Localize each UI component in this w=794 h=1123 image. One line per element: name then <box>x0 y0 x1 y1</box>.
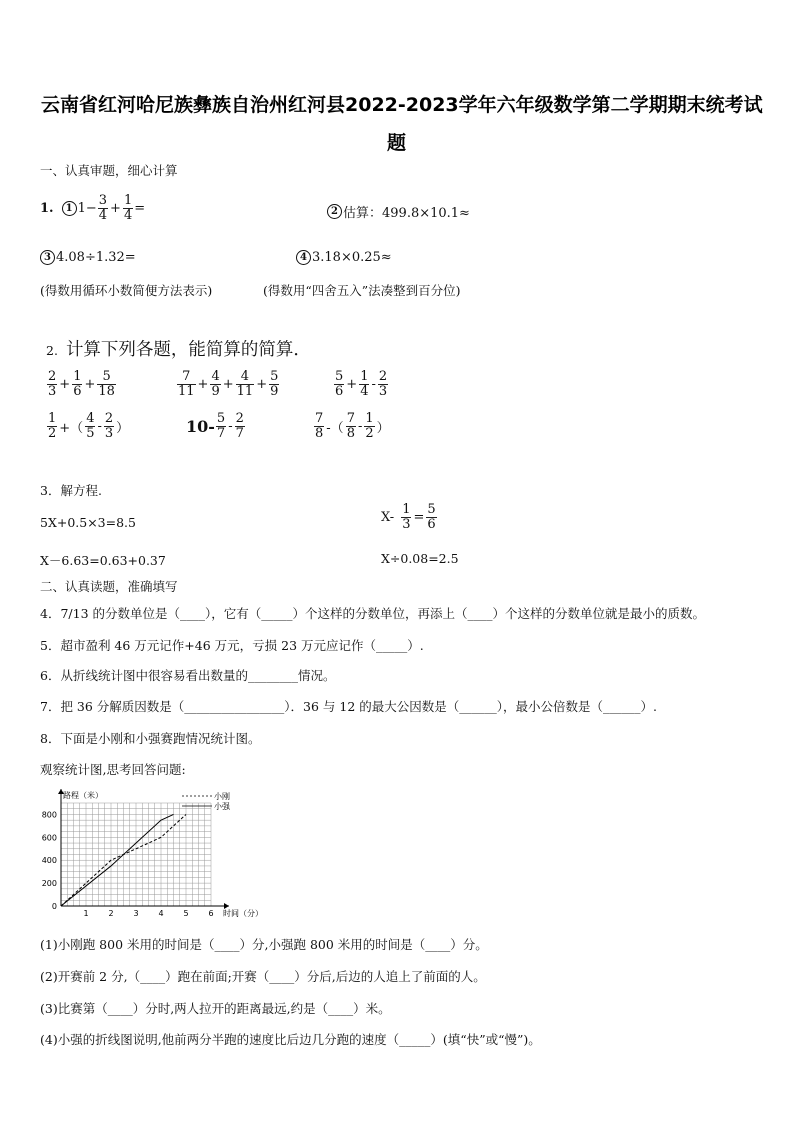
numerator: 1 <box>73 369 82 384</box>
denominator: 6 <box>335 383 344 399</box>
circled-number-1: 1 <box>62 201 77 216</box>
q8-sub-2: (2)开赛前 2 分,（____）跑在前面;开赛（____）分后,后边的人追上了前面的人。 <box>40 969 486 984</box>
q2-heading <box>46 336 311 361</box>
numerator: 1 <box>365 411 374 426</box>
expr-lead: 10- <box>186 416 215 436</box>
q2-expr-4 <box>46 412 130 440</box>
numerator: 5 <box>335 369 344 384</box>
y-tick-label: 600 <box>41 833 57 843</box>
q7-text: 7．把 36 分解质因数是（________________）．36 与 12 的最大公因数是（______），最小公倍数是（______）. <box>40 699 658 714</box>
numerator: 5 <box>97 370 116 385</box>
numerator: 5 <box>270 369 279 384</box>
fraction <box>216 412 226 440</box>
expr-lead: X- <box>381 509 395 525</box>
operator: - <box>97 418 102 434</box>
denominator: 7 <box>216 425 226 441</box>
denominator: 3 <box>378 383 388 399</box>
q8-text: 8．下面是小刚和小强赛跑情况统计图。 <box>40 731 261 746</box>
denominator: 2 <box>48 425 57 441</box>
fraction <box>210 370 220 398</box>
legend-label: 小强 <box>214 802 230 811</box>
circled-number-2: 2 <box>327 204 342 219</box>
q3-equation-2 <box>381 503 438 531</box>
fraction <box>236 370 255 398</box>
q1d-text: 3.18×0.25≈ <box>312 250 392 265</box>
x-tick-label: 2 <box>108 909 114 918</box>
q2-expr-3 <box>333 370 389 398</box>
numerator: 4 <box>211 369 220 384</box>
operator: + <box>84 376 96 392</box>
numerator: 7 <box>177 370 196 385</box>
q8-subtext: 观察统计图,思考回答问题: <box>40 762 186 777</box>
expr-body <box>215 412 246 440</box>
q1-note-right: (得数用“四舍五入”法凑整到百分位) <box>263 283 461 298</box>
numerator: 5 <box>427 502 436 517</box>
q2-number: 2. <box>46 343 58 358</box>
denominator: 5 <box>86 425 95 441</box>
denominator: 3 <box>402 516 411 532</box>
q8-sub-4: (4)小强的折线图说明,他前两分半跑的速度比后边几分跑的速度（_____）(填“快”或“慢”)。 <box>40 1032 541 1047</box>
q8-sub-1: (1)小刚跑 800 米用的时间是（____）分,小强跑 800 米用的时间是（____）分。 <box>40 937 488 952</box>
numerator: 7 <box>315 411 324 426</box>
denominator: 11 <box>236 383 254 399</box>
fraction <box>235 412 245 440</box>
denominator: 9 <box>211 383 220 399</box>
legend-label: 小刚 <box>214 792 230 801</box>
operator: + <box>110 200 121 216</box>
operator: + <box>222 376 234 392</box>
y-axis-label: 路程（米） <box>63 791 103 800</box>
denominator: 2 <box>365 425 374 441</box>
expr-body <box>400 503 437 531</box>
page-title-continued: 题 <box>387 132 407 154</box>
fraction: $\frac{3}{4}$ <box>98 193 108 223</box>
x-tick-label: 5 <box>183 909 189 918</box>
q2-expr-1 <box>46 370 117 398</box>
q3-heading: 3．解方程. <box>40 483 102 498</box>
x-tick-label: 6 <box>208 909 214 918</box>
numerator: 2 <box>104 411 114 426</box>
q4-text: 4．7/13 的分数单位是（____），它有（_____）个这样的分数单位，再添上（____）个这样的分数单位就是最小的质数。 <box>40 606 705 621</box>
numerator: 2 <box>378 369 388 384</box>
operator: + <box>197 376 209 392</box>
x-tick-label: 1 <box>83 909 89 918</box>
denominator: 8 <box>315 425 324 441</box>
q2-expr-2 <box>176 370 280 398</box>
fraction <box>85 412 95 440</box>
denominator: 9 <box>270 383 279 399</box>
q1-item-2 <box>327 202 470 221</box>
fraction <box>378 370 388 398</box>
q5-text: 5．超市盈利 46 万元记作+46 万元，亏损 23 万元应记作（_____）. <box>40 638 424 653</box>
numerator: 4 <box>86 411 95 426</box>
denominator: 18 <box>98 383 115 399</box>
operator: - <box>371 376 376 392</box>
numerator: 2 <box>235 411 244 426</box>
equals-sign: = <box>134 200 146 216</box>
operator: + <box>346 376 358 392</box>
operator: - <box>357 418 363 434</box>
q1-item-3 <box>40 250 136 265</box>
numerator: 4 <box>236 370 255 385</box>
q1-number: 1. <box>40 200 54 216</box>
circled-number-3: 3 <box>40 250 55 265</box>
section-heading-2: 二、认真读题，准确填写 <box>40 579 178 594</box>
operator: = <box>413 509 425 525</box>
q3-equation-1: 5X+0.5×3=8.5 <box>40 515 136 530</box>
operator: +（ <box>59 420 84 436</box>
fraction <box>72 370 82 398</box>
fraction <box>177 370 196 398</box>
numerator: 1 <box>360 369 369 384</box>
denominator: 6 <box>73 383 82 399</box>
operator: + <box>256 376 268 392</box>
fraction <box>426 503 436 531</box>
fraction <box>334 370 344 398</box>
fraction <box>47 412 57 440</box>
y-tick-label: 800 <box>41 810 57 820</box>
q2-title: 计算下列各题，能简算的简算． <box>65 340 311 360</box>
q1b-text: 估算：499.8×10.1≈ <box>343 206 470 221</box>
q8-sub-3: (3)比赛第（____）分时,两人拉开的距离最远,约是（____）米。 <box>40 1001 391 1016</box>
line-chart <box>34 788 274 924</box>
numerator: 1 <box>48 411 57 426</box>
numerator: 1 <box>402 502 411 517</box>
q6-text: 6．从折线统计图中很容易看出数量的________情况。 <box>40 668 336 683</box>
denominator: 6 <box>427 516 436 532</box>
fraction: $\frac{1}{4}$ <box>123 193 133 223</box>
operator: ） <box>376 420 390 436</box>
operator: - <box>228 418 233 434</box>
y-tick-label: 400 <box>41 856 57 866</box>
circled-number-4: 4 <box>296 250 311 265</box>
fraction <box>364 412 374 440</box>
q1-note-left: (得数用循环小数简便方法表示) <box>40 283 213 298</box>
section-heading-1: 一、认真审题，细心计算 <box>40 163 178 178</box>
q1-item-4 <box>296 250 392 265</box>
operator: ） <box>116 420 130 436</box>
denominator: 3 <box>48 383 57 399</box>
q1a-lead: 1− <box>77 200 97 216</box>
denominator: 8 <box>346 425 355 441</box>
fraction <box>314 412 324 440</box>
q1-item-1 <box>40 194 145 222</box>
operator: + <box>59 376 71 392</box>
y-tick-label: 200 <box>41 879 57 889</box>
fraction <box>346 412 356 440</box>
denominator: 7 <box>235 425 244 441</box>
denominator: 3 <box>104 425 114 441</box>
q2-expr-6 <box>313 412 391 440</box>
fraction <box>401 503 411 531</box>
x-tick-label: 4 <box>158 909 164 918</box>
denominator: 4 <box>360 383 369 399</box>
numerator: 5 <box>216 411 226 426</box>
fraction <box>104 412 114 440</box>
y-tick-label: 0 <box>51 902 57 911</box>
fraction <box>47 370 57 398</box>
numerator: 2 <box>48 369 57 384</box>
x-tick-label: 3 <box>133 909 139 918</box>
fraction <box>269 370 279 398</box>
operator: -（ <box>326 420 344 436</box>
q2-expr-5 <box>186 412 246 440</box>
numerator: 7 <box>346 411 355 426</box>
fraction <box>97 370 116 398</box>
page-title: 云南省红河哈尼族彝族自治州红河县2022-2023学年六年级数学第二学期期末统考试 <box>41 94 763 116</box>
x-axis-label: 时间（分） <box>223 909 263 918</box>
fraction <box>359 370 369 398</box>
q3-equation-4: X÷0.08=2.5 <box>381 551 459 566</box>
q1c-text: 4.08÷1.32= <box>56 250 136 265</box>
denominator: 11 <box>178 383 195 399</box>
q3-equation-3: X－6.63=0.63+0.37 <box>40 553 166 568</box>
